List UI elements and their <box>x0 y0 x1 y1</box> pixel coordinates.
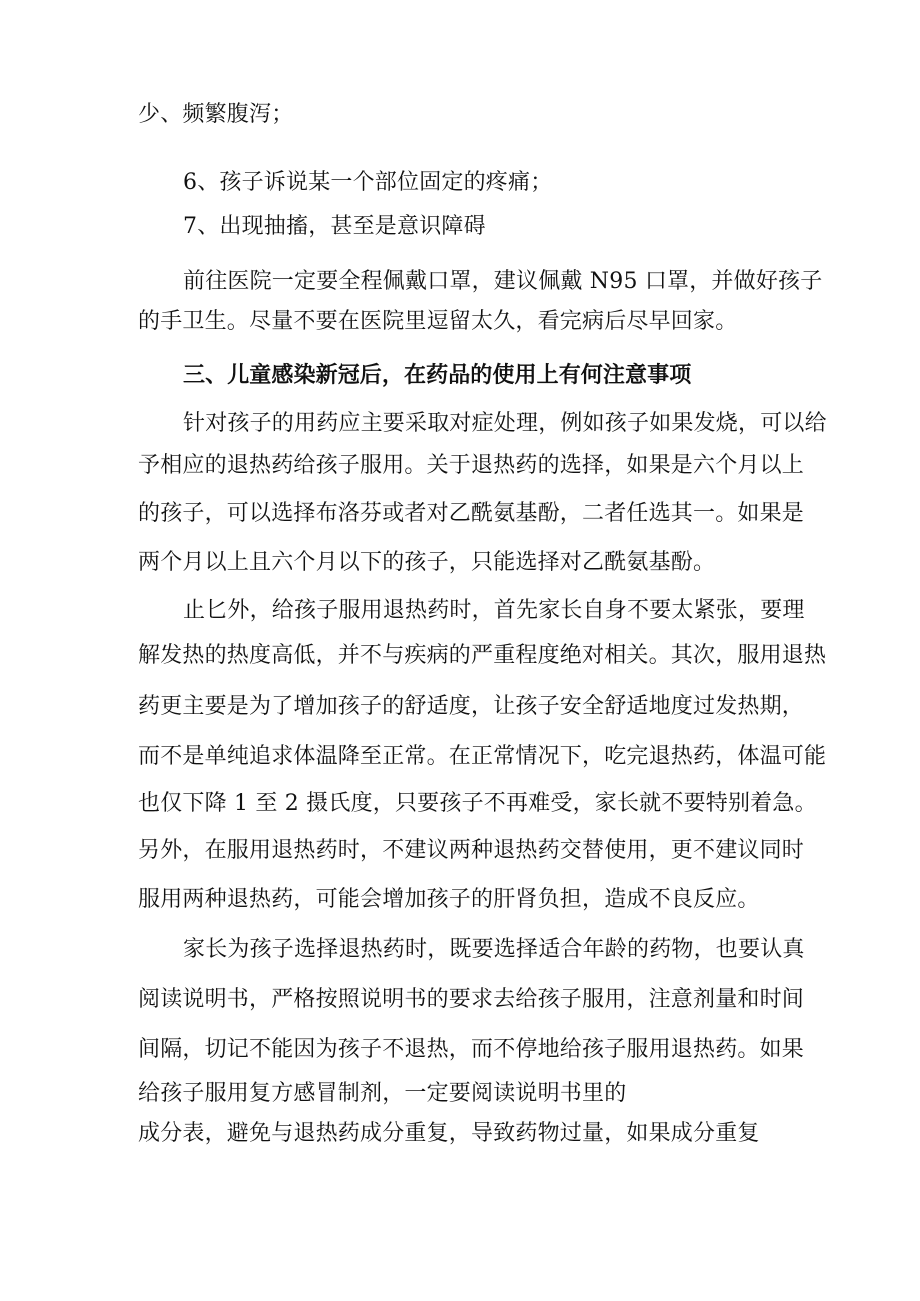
paragraph-line: 给孩子服用复方感冒制剂，一定要阅读说明书里的 <box>138 1081 627 1106</box>
paragraph-line: 另外，在服用退热药时，不建议两种退热药交替使用，更不建议同时 <box>138 838 805 863</box>
paragraph-line: 予相应的退热药给孩子服用。关于退热药的选择，如果是六个月以上 <box>138 453 805 478</box>
paragraph-line: 也仅下降 1 至 2 摄氏度，只要孩子不再难受，家长就不要特别着急。 <box>138 791 817 816</box>
paragraph-line: 前往医院一定要全程佩戴口罩，建议佩戴 N95 口罩，并做好孩子 <box>183 269 823 294</box>
paragraph-line: 针对孩子的用药应主要采取对症处理，例如孩子如果发烧，可以给 <box>183 411 827 436</box>
paragraph-line: 成分表，避免与退热药成分重复，导致药物过量，如果成分重复 <box>138 1121 760 1146</box>
paragraph-line: 少、频繁腹泻； <box>138 102 294 127</box>
paragraph-line: 解发热的热度高低，并不与疾病的严重程度绝对相关。其次，服用退热 <box>138 643 827 668</box>
paragraph-line: 药更主要是为了增加孩子的舒适度，让孩子安全舒适地度过发热期， <box>138 694 805 719</box>
paragraph-line: 间隔，切记不能因为孩子不退热，而不停地给孩子服用退热药。如果 <box>138 1037 805 1062</box>
list-item-6: 6、孩子诉说某一个部位固定的疼痛； <box>183 170 553 195</box>
paragraph-line: 家长为孩子选择退热药时，既要选择适合年龄的药物，也要认真 <box>183 937 805 962</box>
paragraph-line: 服用两种退热药，可能会增加孩子的肝肾负担，造成不良反应。 <box>138 887 760 912</box>
paragraph-line: 的孩子，可以选择布洛芬或者对乙酰氨基酚，二者任选其一。如果是 <box>138 501 805 526</box>
paragraph-line: 的手卫生。尽量不要在医院里逗留太久，看完病后尽早回家。 <box>138 309 738 334</box>
list-item-7: 7、出现抽搐，甚至是意识障碍 <box>183 214 486 239</box>
paragraph-line: 止匕外，给孩子服用退热药时，首先家长自身不要太紧张，要理 <box>183 598 805 623</box>
paragraph-line: 两个月以上且六个月以下的孩子，只能选择对乙酰氨基酚。 <box>138 550 716 575</box>
paragraph-line: 阅读说明书，严格按照说明书的要求去给孩子服用，注意剂量和时间 <box>138 987 805 1012</box>
section-heading: 三、儿童感染新冠后，在药品的使用上有何注意事项 <box>183 362 692 388</box>
paragraph-line: 而不是单纯追求体温降至正常。在正常情况下，吃完退热药，体温可能 <box>138 744 827 769</box>
